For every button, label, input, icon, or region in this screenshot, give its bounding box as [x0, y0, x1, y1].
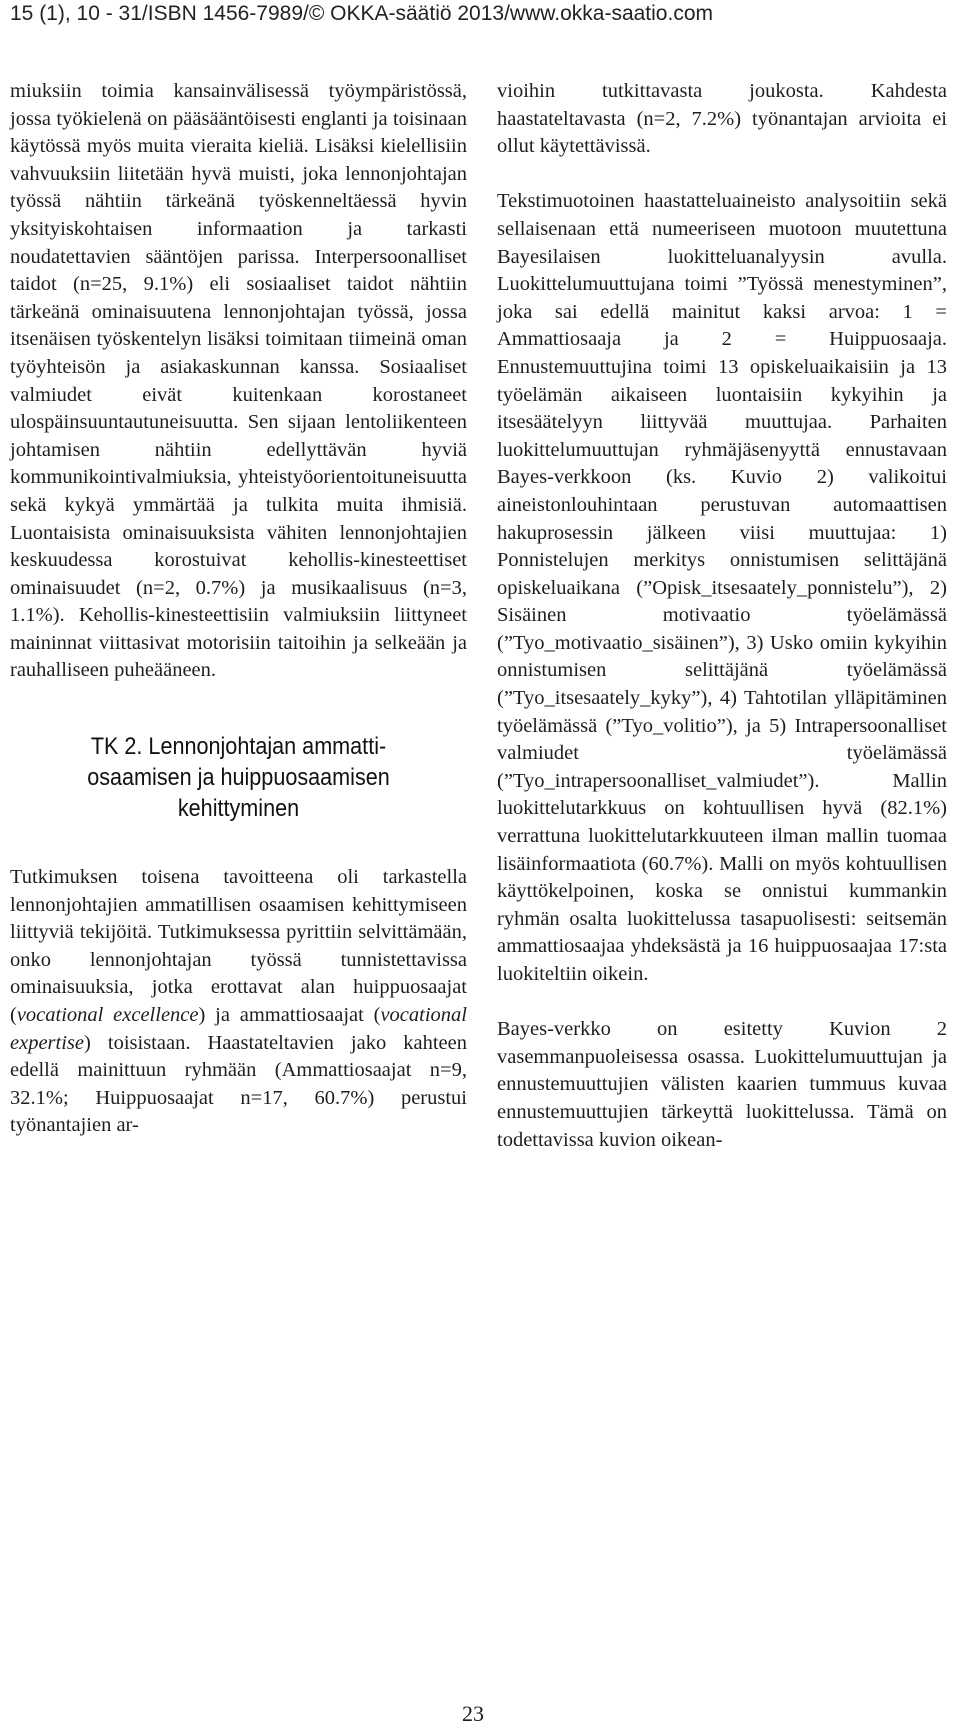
left-column — [10, 78, 467, 1140]
body-paragraph: vioihin tutkittavasta joukosta. Kahdesta haastateltavasta (n=2, 7.2%) työnantajan arvioita ei ollut käytettävissä. — [497, 80, 947, 158]
body-paragraph — [10, 864, 467, 1140]
body-paragraph: Tekstimuotoinen haastatteluaineisto analysoitiin sekä sellaisenaan että numeeriseen muotoon muutettuna Bayesilaisen luokitteluanalyysin avulla. Luokittelumuuttujana toimi ”Työssä menestyminen”, joka sai edellä mainitut kaksi arvoa: 1 = Ammattiosaaja ja 2 = Huippuosaaja. Ennustemuuttujina toimi 13 opiskeluaikaisiin ja 13 työelämän aikaiseen luontaisiin kykyihin ja itsesäätelyyn liittyvää muuttujaa. Parhaiten luokittelumuuttujan ryhmäjäsenyyttä ennustavaan Bayes-verkkoon (ks. Kuvio 2) valikoitui aineistonlouhintaan perustuvan automaattisen hakuprosessin jälkeen viisi muuttujaa: 1) Ponnistelujen merkitys onnistumisen selittäjänä opiskeluaikana (”Opisk_itsesaately_ponnistelu”), 2) Sisäinen motivaatio työelämässä (”Tyo_motivaatio_sisäinen”), 3) Usko omiin kykyihin onnistumisen selittäjänä työelämässä (”Tyo_itsesaately_kyky”), 4) Tahtotilan ylläpitäminen työelämässä (”Tyo_volitio”), ja 5) Intrapersoonalliset valmiudet työelämässä (”Tyo_intrapersoonalliset_valmiudet”). Mallin luokittelutarkkuus on kohtuullisen hyvä (82.1%) verrattuna luokittelutarkkuuteen ilman mallin tuomaa lisäinformaatiota (60.7%). Malli on myös kohtuullisen käyttökelpoinen, koska se onnistui kummankin ryhmän osalta luokittelussa tasapuolisesti: seitsemän ammattiosaajaa yhdeksästä ja 16 huippuosaajaa 17:sta luokiteltiin oikein. — [497, 190, 947, 985]
text-run: ) toisistaan. Haastateltavien jako kahteen edellä mainittuun ryhmään (Ammattiosaajat n=9, 32.1%; Huippuosaajat n=17, 60.7%) perustui työnantajien ar- — [10, 1031, 467, 1137]
heading-line: kehittyminen — [177, 795, 300, 823]
heading-line: osaamisen ja huippuosaamisen — [87, 764, 390, 792]
page-number: 23 — [462, 1701, 484, 1726]
text-run: ) ja ammattiosaajat ( — [198, 1004, 381, 1027]
paragraph-gap — [497, 989, 947, 1017]
paragraph-gap — [497, 161, 947, 189]
body-paragraph: miuksiin toimia kansainvälisessä työympäristössä, jossa työkielenä on pääsääntöisesti englanti ja toisinaan käytössä myös muita vieraita kieliä. Lisäksi kielellisiin vahvuuksiin liitetään hyvä muisti, joka lennonjohtajan työssä nähtiin tärkeänä työskenneltäessä hyvin yksityiskohtaisen informaation ja tarkasti noudatettavien sääntöjen parissa. Interpersoonalliset taidot (n=25, 9.1%) eli sosiaaliset taidot nähtiin tärkeänä ominaisuutena lennonjohtajan työssä, jossa itsenäisen työskentelyn lisäksi toimitaan tiimeinä oman työyhteisön ja asiakaskunnan kanssa. Sosiaaliset valmiudet eivät kuitenkaan korostaneet ulospäinsuuntautuneisuutta. Sen sijaan lentoliikenteen johtamisen nähtiin edellyttävän hyviä kommunikointivalmiuksia, yhteistyöorientoituneisuutta sekä kykyä ymmärtää ja tulkita muita ihmisiä. Luontaisista ominaisuuksista vähiten lennonjohtajien keskuudessa korostuivat kehollis-kinesteettiset ominaisuudet (n=2, 0.7%) ja musikaalisuus (n=3, 1.1%). Kehollis-kinesteettisiin valmiuksiin liittyneet maininnat viittasivat motorisiin taitoihin ja selkeään ja rauhalliseen puheääneen. — [10, 80, 467, 682]
italic-term: vocational expertise — [10, 1004, 467, 1054]
right-column — [497, 78, 947, 1154]
italic-term: vocational excellence — [16, 1004, 199, 1027]
running-header: 15 (1), 10 - 31/ISBN 1456-7989/© OKKA-säätiö 2013/www.okka-saatio.com — [10, 2, 713, 25]
section-heading — [33, 731, 444, 824]
body-paragraph: Bayes-verkko on esitetty Kuvion 2 vasemmanpuoleisessa osassa. Luokittelumuuttujan ja ennustemuuttujien välisten kaarien tummuus kuvaa ennustemuuttujien tärkeyttä luokittelussa. Tämä on todettavissa kuvion oikean- — [497, 1018, 947, 1151]
heading-line: TK 2. Lennonjohtajan ammatti- — [90, 733, 387, 761]
text-run: Tutkimuksen toisena tavoitteena oli tarkastella lennonjohtajien ammatillisen osaamisen kehittymiseen liittyviä tekijöitä. Tutkimuksessa pyrittiin selvittämään, onko lennonjohtajan työssä tunnistettavissa ominaisuuksia, jotka erottavat alan huippuosaajat ( — [10, 866, 467, 1027]
